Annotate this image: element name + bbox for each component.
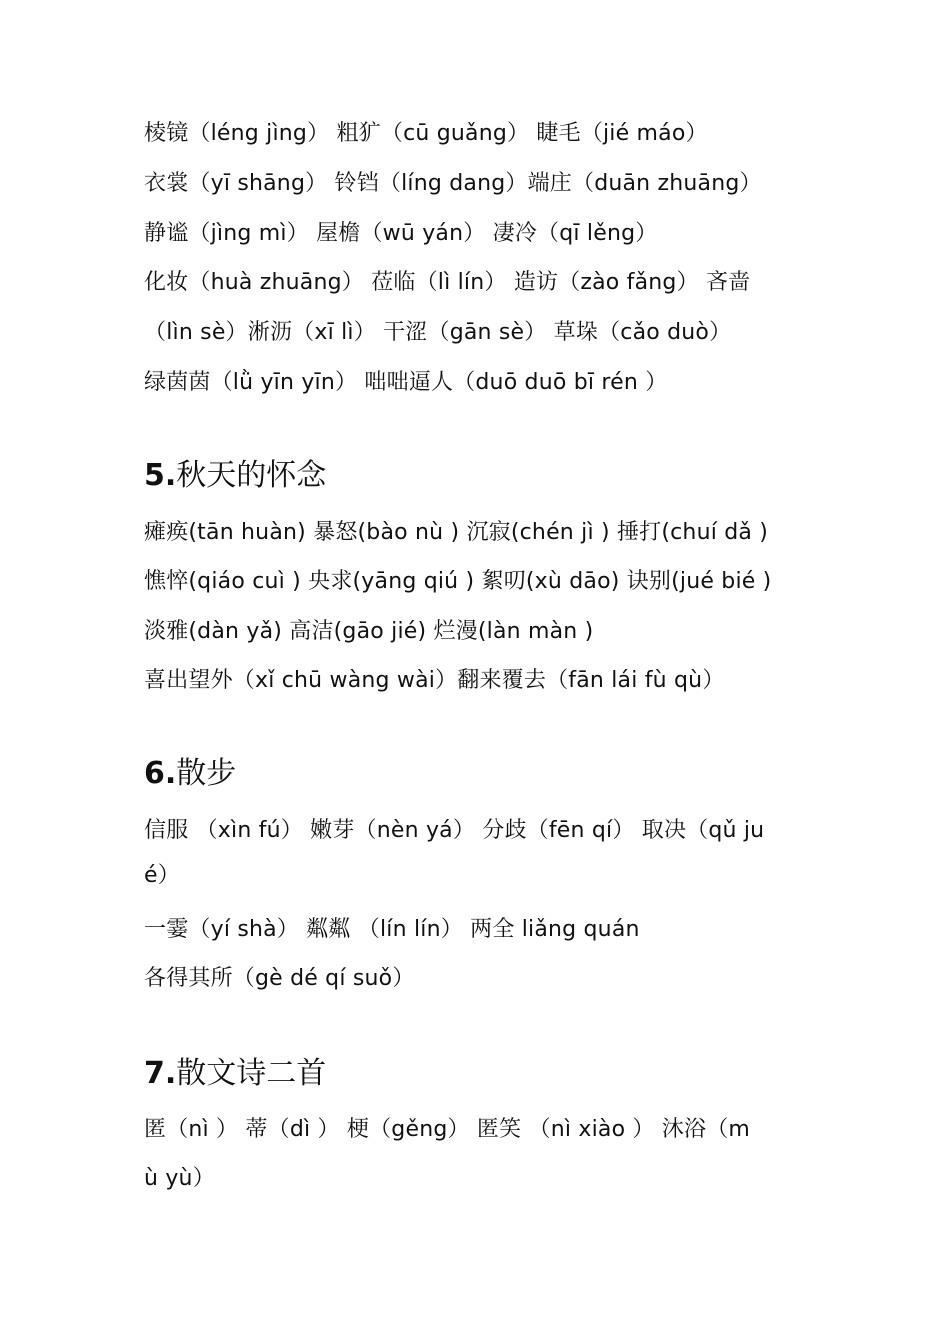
section-7-heading [144, 1054, 326, 1094]
vocab-line: 信服 （xìn fú） 嫩芽（nèn yá） 分歧（fēn qí） 取决（qǔ ju [144, 818, 765, 843]
vocab-line: 一霎（yí shà） 粼粼 （lín lín） 两全 liǎng quán [144, 917, 640, 942]
section-number: 5. [144, 458, 177, 493]
section-title: 秋天的怀念 [176, 458, 327, 493]
vocab-line: 化妆（huà zhuāng） 莅临（lì lín） 造访（zào fǎng） 吝啬 [144, 270, 751, 295]
vocab-line: 淡雅(dàn yǎ) 高洁(gāo jié) 烂漫(làn màn ) [144, 619, 594, 644]
vocab-line: 喜出望外（xǐ chū wàng wài）翻来覆去（fān lái fù qù） [144, 668, 725, 693]
vocab-line: 衣裳（yī shāng） 铃铛（líng dang）端庄（duān zhuāng） [144, 171, 762, 196]
vocab-line: （lìn sè）淅沥（xī lì） 干涩（gān sè） 草垛（cǎo duò） [144, 320, 732, 345]
vocab-line: 匿（nì ） 蒂（dì ） 梗（gěng） 匿笑 （nì xiào ） 沐浴（m [144, 1117, 751, 1142]
section-title: 散文诗二首 [176, 1056, 327, 1091]
vocab-line: 静谧（jìng mì） 屋檐（wū yán） 凄冷（qī lěng） [144, 221, 658, 246]
vocab-line: 绿茵茵（lǜ yīn yīn） 咄咄逼人（duō duō bī rén ） [144, 370, 668, 395]
vocab-line: 各得其所（gè dé qí suǒ） [144, 966, 415, 991]
vocab-line: ù yù） [144, 1166, 215, 1191]
section-number: 7. [144, 1056, 177, 1091]
section-title: 散步 [176, 756, 237, 791]
vocab-line: 憔悴(qiáo cuì ) 央求(yāng qiú ) 絮叨(xù dāo) 诀别(jué bié ) [144, 569, 772, 594]
section-number: 6. [144, 756, 177, 791]
vocab-line: 瘫痪(tān huàn) 暴怒(bào nù ) 沉寂(chén jì ) 捶打(chuí dǎ ) [144, 520, 769, 545]
section-6-heading [144, 754, 236, 794]
vocab-line: é） [144, 863, 180, 888]
section-5-heading [144, 456, 326, 496]
vocab-line: 棱镜（léng jìng） 粗犷（cū guǎng） 睫毛（jié máo） [144, 121, 708, 146]
